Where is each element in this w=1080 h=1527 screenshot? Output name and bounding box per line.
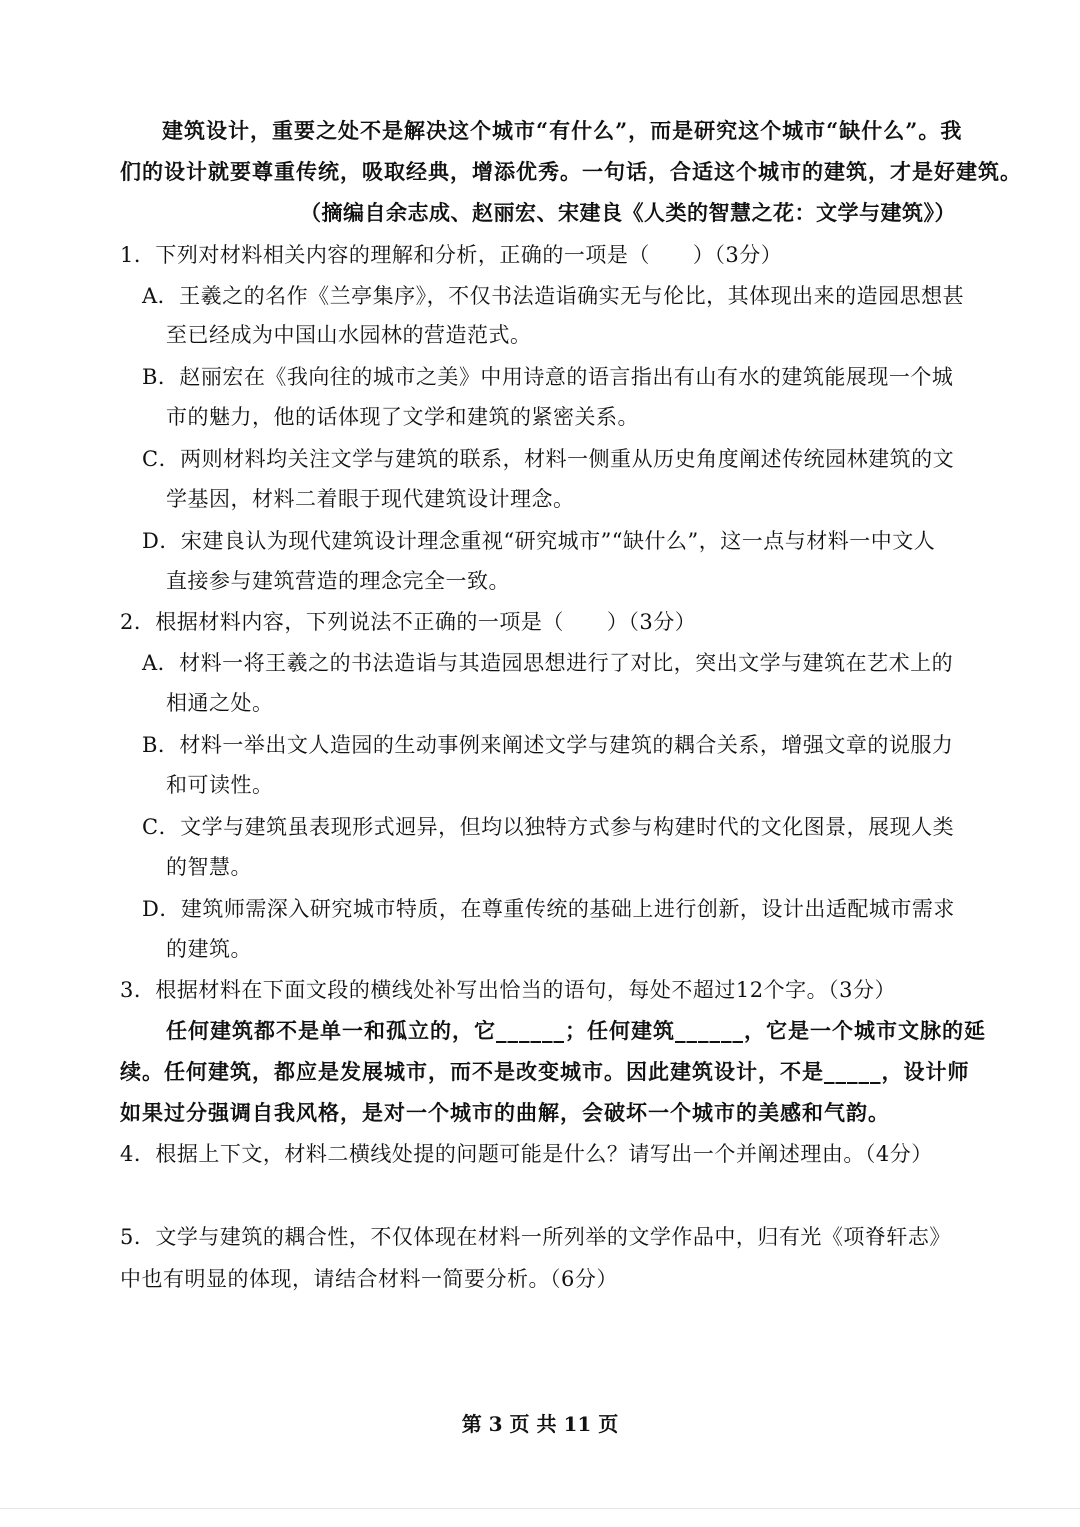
question-2-option-b-line-2: 和可读性。 bbox=[166, 773, 274, 797]
passage-line-1: 建筑设计，重要之处不是解决这个城市“有什么”，而是研究这个城市“缺什么”。我 bbox=[162, 118, 963, 143]
question-1-option-b-line-1: B．赵丽宏在《我向往的城市之美》中用诗意的语言指出有山有水的建筑能展现一个城 bbox=[142, 365, 954, 389]
question-1-option-a-line-1: A．王羲之的名作《兰亭集序》，不仅书法造诣确实无与伦比，其体现出来的造园思想甚 bbox=[142, 284, 965, 308]
question-1-stem: 1．下列对材料相关内容的理解和分析，正确的一项是（ ）（3分） bbox=[120, 243, 783, 267]
question-2-option-a-line-1: A．材料一将王羲之的书法造诣与其造园思想进行了对比，突出文学与建筑在艺术上的 bbox=[142, 651, 954, 675]
question-1-option-d-line-1: D．宋建良认为现代建筑设计理念重视“研究城市”“缺什么”，这一点与材料一中文人 bbox=[142, 529, 936, 553]
question-2-option-c-line-1: C．文学与建筑虽表现形式迥异，但均以独特方式参与构建时代的文化图景，展现人类 bbox=[142, 815, 955, 839]
question-5-stem-line-1: 5．文学与建筑的耦合性，不仅体现在材料一所列举的文学作品中，归有光《项脊轩志》 bbox=[120, 1225, 951, 1249]
question-3-text-line-3: 如果过分强调自我风格，是对一个城市的曲解，会破坏一个城市的美感和气韵。 bbox=[120, 1100, 890, 1125]
question-1-option-a-line-2: 至已经成为中国山水园林的营造范式。 bbox=[166, 323, 532, 347]
question-2-option-b-line-1: B．材料一举出文人造园的生动事例来阐述文学与建筑的耦合关系，增强文章的说服力 bbox=[142, 733, 954, 757]
question-4-stem: 4．根据上下文，材料二横线处提的问题可能是什么？请写出一个并阐述理由。（4分） bbox=[120, 1142, 933, 1166]
question-1-option-b-line-2: 市的魅力，他的话体现了文学和建筑的紧密关系。 bbox=[166, 405, 639, 429]
question-3-stem: 3．根据材料在下面文段的横线处补写出恰当的语句，每处不超过12个字。（3分） bbox=[120, 978, 896, 1002]
question-1-option-c-line-1: C．两则材料均关注文学与建筑的联系，材料一侧重从历史角度阐述传统园林建筑的文 bbox=[142, 447, 955, 471]
question-3-text-line-1: 任何建筑都不是单一和孤立的，它______；任何建筑______，它是一个城市文脉的延 bbox=[166, 1018, 986, 1043]
question-1-option-c-line-2: 学基因，材料二着眼于现代建筑设计理念。 bbox=[166, 487, 575, 511]
question-2-stem: 2．根据材料内容，下列说法不正确的一项是（ ）（3分） bbox=[120, 610, 697, 634]
question-2-option-d-line-1: D．建筑师需深入研究城市特质，在尊重传统的基础上进行创新，设计出适配城市需求 bbox=[142, 897, 955, 921]
question-5-stem-line-2: 中也有明显的体现，请结合材料一简要分析。（6分） bbox=[120, 1267, 618, 1291]
passage-line-2: 们的设计就要尊重传统，吸取经典，增添优秀。一句话，合适这个城市的建筑，才是好建筑。 bbox=[120, 159, 1022, 184]
question-2-option-d-line-2: 的建筑。 bbox=[166, 937, 252, 961]
passage-source: （摘编自余志成、赵丽宏、宋建良《人类的智慧之花：文学与建筑》） bbox=[300, 200, 956, 225]
question-2-option-c-line-2: 的智慧。 bbox=[166, 855, 252, 879]
question-1-option-d-line-2: 直接参与建筑营造的理念完全一致。 bbox=[166, 569, 510, 593]
page-bottom-divider bbox=[0, 1508, 1080, 1509]
page-number: 第 3 页 共 11 页 bbox=[461, 1412, 619, 1436]
question-3-text-line-2: 续。任何建筑，都应是发展城市，而不是改变城市。因此建筑设计，不是_____，设计师 bbox=[120, 1059, 970, 1084]
question-2-option-a-line-2: 相通之处。 bbox=[166, 691, 274, 715]
